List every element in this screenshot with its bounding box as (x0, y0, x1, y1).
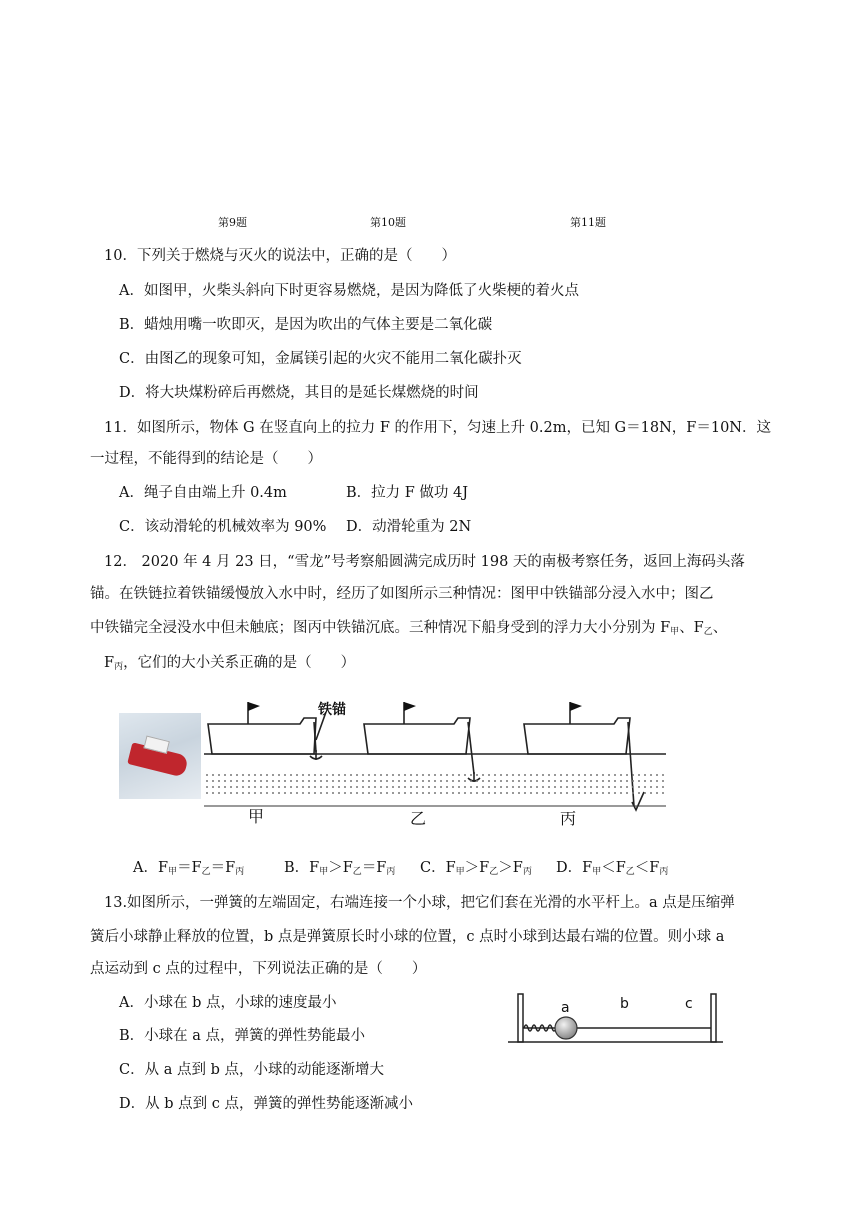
flag-bing (570, 702, 582, 711)
q12-d-sub3: 丙 (659, 867, 669, 877)
q12-c-sub1: 甲 (455, 867, 465, 877)
label-yi: 乙 (410, 809, 427, 828)
left-wall (518, 994, 523, 1042)
q10-option-c: C．由图乙的现象可知，金属镁引起的火灾不能用二氧化碳扑灭 (119, 351, 522, 367)
q12-a-sub3: 丙 (235, 867, 245, 877)
q12-d-sub2: 乙 (625, 867, 635, 877)
q13-stem-line2: 簧后小球静止释放的位置，b 点是弹簧原长时小球的位置，c 点时小球到达最右端的位置。则小球 a (90, 929, 725, 945)
caption-fig9: 第9题 (218, 216, 247, 229)
q12-stem-line3 (90, 616, 727, 637)
q12-option-d (556, 856, 668, 877)
q13-spring-figure (508, 990, 726, 1046)
q12-c-sub3: 丙 (522, 867, 532, 877)
q11-option-d: D．动滑轮重为 2N (346, 519, 472, 535)
q12-b-sub3: 丙 (386, 867, 396, 877)
chain-yi (468, 722, 474, 774)
q12-b-letter: B．F (284, 860, 320, 876)
q12-c-letter: C．F (420, 860, 456, 876)
q11-option-a: A．绳子自由端上升 0.4m (119, 485, 287, 501)
q12-a-sub1: 甲 (168, 867, 178, 877)
q12-stem-line4-f: F (104, 655, 115, 671)
q10-option-b: B．蜡烛用嘴一吹即灭，是因为吹出的气体主要是二氧化碳 (119, 317, 493, 333)
q12-stem-line2: 锚。在铁链拉着铁锚缓慢放入水中时，经历了如图所示三种情况：图甲中铁锚部分浸入水中；图乙 (90, 586, 714, 602)
caption-fig10: 第10题 (370, 216, 406, 229)
q12-b-op1: ＞F (328, 860, 353, 876)
q11-stem-line2: 一过程，不能得到的结论是（ ） (90, 451, 322, 467)
anchor-jia (310, 750, 322, 760)
q12-d-sub1: 甲 (592, 867, 602, 877)
q12-option-b (284, 856, 395, 877)
q13-option-c: C．从 a 点到 b 点，小球的动能逐渐增大 (119, 1062, 384, 1078)
q10-option-a: A．如图甲，火柴头斜向下时更容易燃烧，是因为降低了火柴梗的着火点 (119, 283, 579, 299)
q12-option-c (420, 856, 532, 877)
q12-b-sub2: 乙 (352, 867, 362, 877)
ball (555, 1017, 577, 1039)
q13-stem-line3: 点运动到 c 点的过程中，下列说法正确的是（ ） (90, 961, 427, 977)
q12-stem-line4-text: ，它们的大小关系正确的是（ ） (123, 655, 356, 671)
q12-d-op2: ＜F (634, 860, 660, 876)
ship-shape (127, 742, 189, 777)
q13-option-a: A．小球在 b 点，小球的速度最小 (119, 995, 337, 1011)
subscript-yi: 乙 (703, 627, 713, 637)
flag-jia (248, 702, 260, 711)
q10-option-d: D．将大块煤粉碎后再燃烧，其目的是延长煤燃烧的时间 (119, 385, 479, 401)
label-b: b (620, 996, 629, 1012)
q12-c-op2: ＞F (498, 860, 523, 876)
q12-stem-line3-text: 中铁锚完全浸没水中但未触底；图丙中铁锚沉底。三种情况下船身受到的浮力大小分别为 F (90, 620, 671, 636)
q12-a-sub2: 乙 (201, 867, 211, 877)
icebreaker-photo (119, 713, 201, 799)
q12-a-op2: ＝F (210, 860, 236, 876)
q12-stem-line1: 12． 2020 年 4 月 23 日，“雪龙”号考察船圆满完成历时 198 天的南极考察任务，返回上海码头落 (104, 554, 745, 570)
q12-c-op1: ＞F (464, 860, 490, 876)
water-dotted-band (204, 770, 666, 796)
q11-option-c: C．该动滑轮的机械效率为 90% (119, 519, 327, 535)
label-jia: 甲 (248, 807, 265, 826)
boat-jia (208, 718, 316, 754)
label-bing: 丙 (560, 809, 577, 828)
q13-option-d: D．从 b 点到 c 点，弹簧的弹性势能逐渐减小 (119, 1096, 413, 1112)
q12-option-a (133, 856, 244, 877)
q12-b-sub1: 甲 (319, 867, 329, 877)
q12-stem-line3-comma: 、F (679, 620, 704, 636)
right-wall (711, 994, 716, 1042)
label-c: c (685, 996, 693, 1012)
boat-bing (524, 718, 630, 754)
label-a: a (561, 1000, 570, 1016)
q12-b-op2: ＝F (361, 860, 387, 876)
q12-d-letter: D．F (556, 860, 593, 876)
boat-yi (364, 718, 470, 754)
label-anchor: 铁锚 (318, 702, 346, 718)
q12-c-sub2: 乙 (489, 867, 499, 877)
q10-stem: 10．下列关于燃烧与灭火的说法中，正确的是（ ） (104, 248, 456, 264)
q11-option-b: B．拉力 F 做功 4J (346, 485, 469, 501)
q12-anchor-figure (204, 694, 666, 840)
q12-d-op1: ＜F (601, 860, 626, 876)
q12-a-op1: ＝F (177, 860, 202, 876)
q13-option-b: B．小球在 a 点，弹簧的弹性势能最小 (119, 1028, 366, 1044)
flag-yi (404, 702, 416, 711)
subscript-jia: 甲 (670, 627, 680, 637)
caption-fig11: 第11题 (570, 216, 606, 229)
q11-stem-line1: 11．如图所示，物体 G 在竖直向上的拉力 F 的作用下，匀速上升 0.2m，已知 G＝18N，F＝10N．这 (104, 420, 771, 436)
q12-stem-line3-end: 、 (712, 620, 728, 636)
q12-stem-line4 (104, 651, 355, 672)
subscript-bing: 丙 (114, 662, 124, 672)
q13-stem-line1: 13.如图所示，一弹簧的左端固定，右端连接一个小球，把它们套在光滑的水平杆上。a 点是压缩弹 (104, 895, 735, 911)
q12-a-letter: A．F (133, 860, 169, 876)
